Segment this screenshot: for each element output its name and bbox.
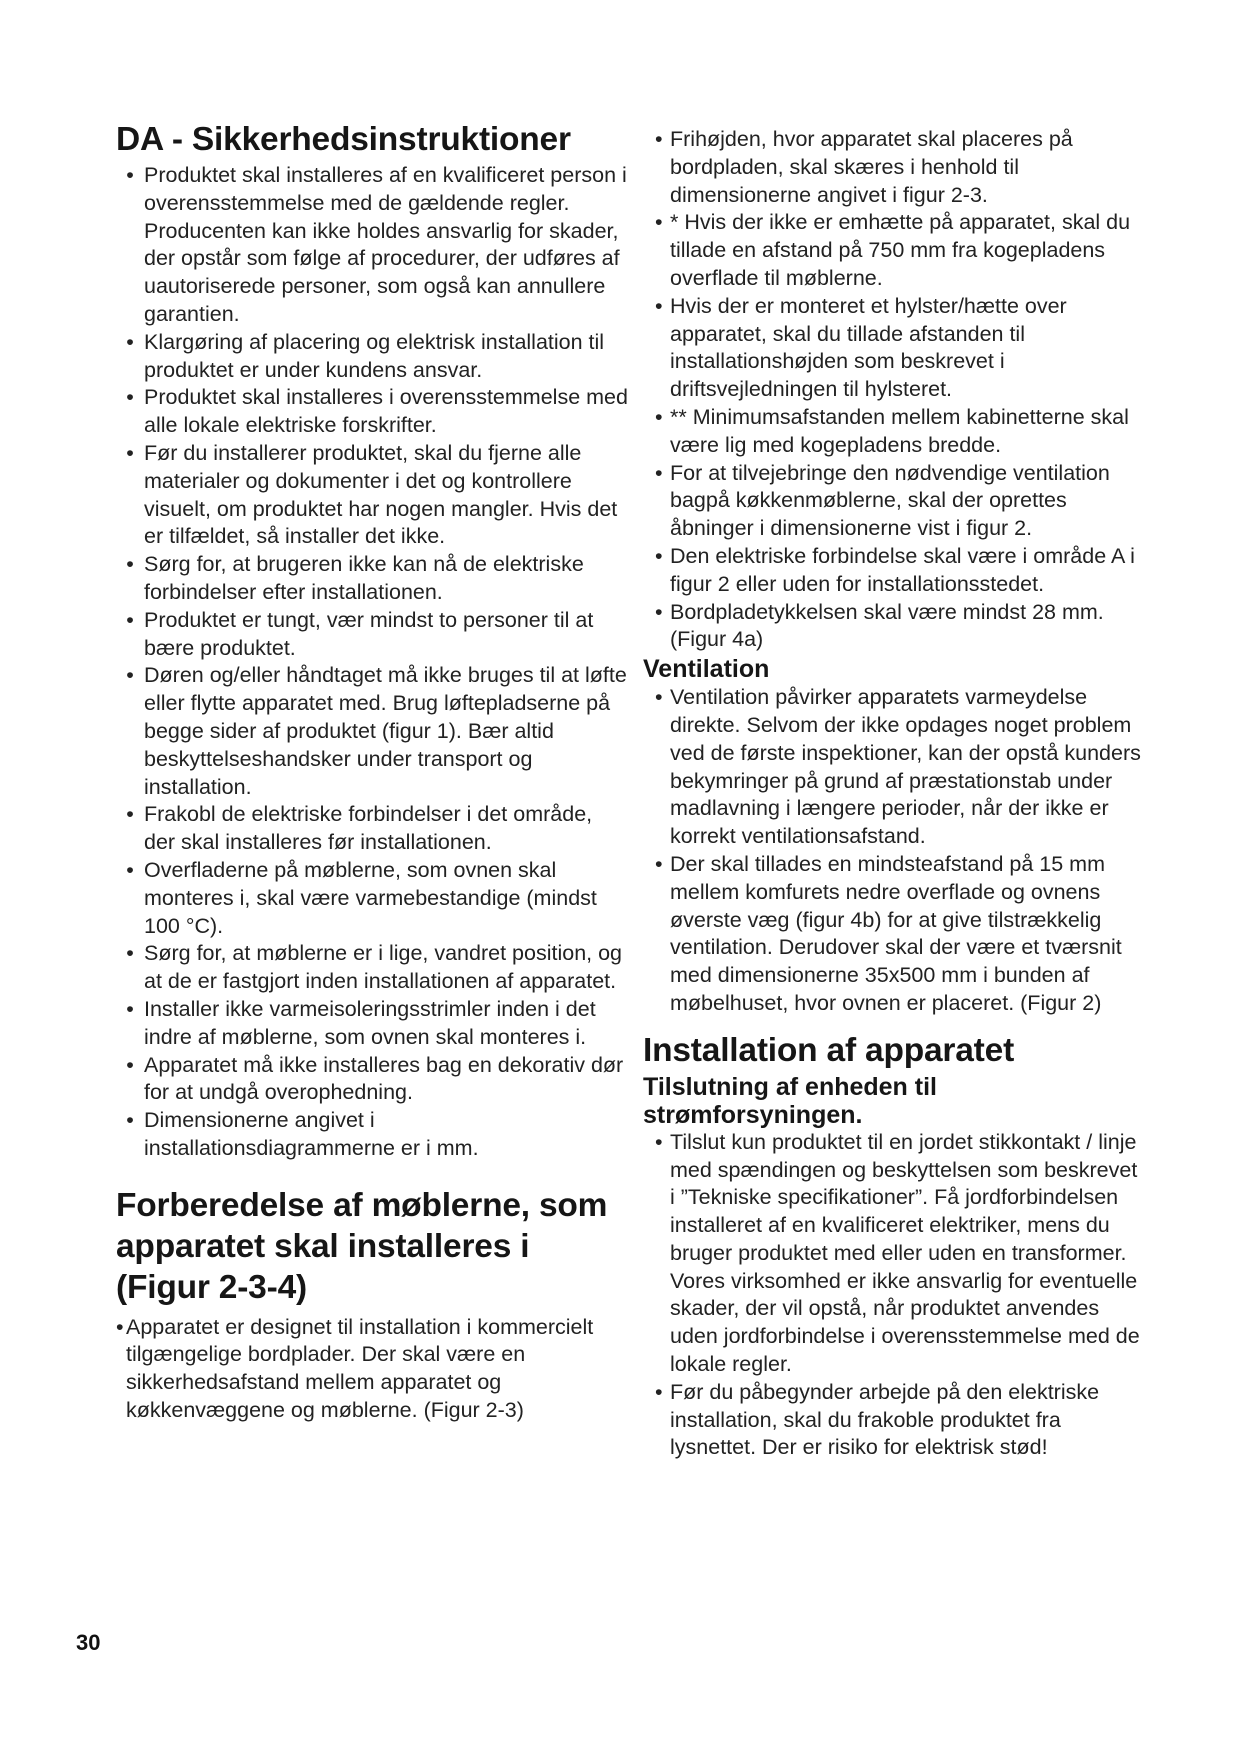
list-item	[116, 440, 628, 551]
ventilation-list	[643, 684, 1148, 1018]
list-item	[116, 801, 628, 857]
bullet-icon: •	[126, 329, 134, 354]
list-item	[116, 1107, 628, 1163]
bullet-icon: •	[126, 440, 134, 465]
bullet-icon: •	[655, 685, 663, 710]
safety-title: DA - Sikkerhedsinstruktioner	[116, 121, 571, 158]
bullet-icon: •	[116, 1314, 124, 1339]
list-item-text: Sørg for, at møblerne er i lige, vandret position, og at de er fastgjort inden installationen af apparatet.	[144, 941, 623, 994]
list-item-text: Bordpladetykkelsen skal være mindst 28 mm. (Figur 4a)	[670, 599, 1104, 652]
bullet-icon: •	[126, 941, 134, 966]
list-item	[116, 940, 628, 996]
bullet-icon: •	[126, 385, 134, 410]
bullet-icon: •	[126, 857, 134, 882]
list-item-text: For at tilvejebringe den nødvendige ventilation bagpå køkkenmøblerne, skal der oprettes åbninger i dimensionerne vist i figur 2.	[670, 460, 1110, 541]
bullet-icon: •	[655, 127, 663, 151]
list-item-text: Der skal tillades en mindsteafstand på 15 mm mellem komfurets nedre overflade og ovnens øverste væg (figur 4b) for at give tilstrækkelig ventilation. Derudover skal der være et tværsnit med dimensionerne 35x500 mm i bunden af møbelhuset, hvor ovnen er placeret. (Figur 2)	[670, 851, 1122, 1015]
bullet-icon: •	[655, 293, 663, 318]
power-list	[643, 1129, 1148, 1463]
list-item	[643, 684, 1148, 851]
bullet-icon: •	[126, 663, 134, 688]
list-item-text: Den elektriske forbindelse skal være i område A i figur 2 eller uden for installationsstedet.	[670, 543, 1135, 596]
list-item-text: Produktet er tungt, vær mindst to personer til at bære produktet.	[144, 607, 594, 660]
ventilation-title: Ventilation	[643, 655, 770, 684]
list-item-text: Frihøjden, hvor apparatet skal placeres på bordpladen, skal skæres i henhold til dimensionerne angivet i figur 2-3.	[670, 127, 1073, 207]
safety-list	[116, 162, 628, 1163]
list-item-text: Ventilation påvirker apparatets varmeydelse direkte. Selvom der ikke opdages noget problem ved de første inspektioner, kan der opstå kunders bekymringer på grund af præstationstab under madlavning i længere perioder, når der ikke er korrekt ventilationsafstand.	[670, 685, 1141, 849]
list-item-text: ** Minimumsafstanden mellem kabinetterne skal være lig med kogepladens bredde.	[670, 404, 1129, 457]
list-item-text: Produktet skal installeres af en kvalificeret person i overensstemmelse med de gældende regler. Producenten kan ikke holdes ansvarlig for skader, der opstår som følge af procedurer, der udføres af uautoriserede personer, som også kan annullere garantien.	[144, 163, 627, 326]
list-item	[116, 1314, 628, 1425]
list-item-text: * Hvis der ikke er emhætte på apparatet, skal du tillade en afstand på 750 mm fra kogepladens overflade til møblerne.	[670, 210, 1131, 290]
page-number: 30	[76, 1630, 101, 1655]
bullet-icon: •	[655, 851, 663, 876]
bullet-icon: •	[655, 599, 663, 624]
left-column	[116, 121, 628, 1425]
bullet-icon: •	[126, 1052, 134, 1077]
list-item	[116, 551, 628, 607]
list-item-text: Installer ikke varmeisoleringsstrimler inden i det indre af møblerne, som ovnen skal monteres i.	[144, 996, 596, 1049]
furniture-list	[116, 1314, 628, 1425]
bullet-icon: •	[655, 460, 663, 485]
list-item	[116, 1052, 628, 1108]
list-item	[643, 543, 1148, 599]
list-item	[643, 126, 1148, 209]
list-item-text: Frakobl de elektriske forbindelser i det område, der skal installeres før installationen.	[144, 802, 593, 855]
right-column	[643, 126, 1148, 1462]
list-item	[116, 162, 628, 329]
list-item-text: Produktet skal installeres i overensstemmelse med alle lokale elektriske forskrifter.	[144, 385, 628, 438]
list-item	[116, 662, 628, 801]
bullet-icon: •	[126, 552, 134, 577]
bullet-icon: •	[655, 543, 663, 568]
list-item	[643, 460, 1148, 543]
list-item	[643, 1379, 1148, 1462]
list-item-text: Hvis der er monteret et hylster/hætte over apparatet, skal du tillade afstanden til installationshøjden som beskrevet i driftsvejledningen til hylsteret.	[670, 293, 1067, 402]
list-item	[116, 607, 628, 663]
list-item	[116, 329, 628, 385]
list-item-text: Overfladerne på møblerne, som ovnen skal monteres i, skal være varmebestandige (mindst 100 °C).	[144, 857, 597, 938]
list-item	[643, 404, 1148, 460]
bullet-icon: •	[655, 404, 663, 429]
bullet-icon: •	[126, 802, 134, 827]
bullet-icon: •	[126, 996, 134, 1021]
power-title: Tilslutning af enheden til strømforsyningen.	[643, 1072, 937, 1129]
furniture-list-continued	[643, 126, 1148, 654]
installation-title: Installation af apparatet	[643, 1031, 1015, 1069]
bullet-icon: •	[655, 1129, 663, 1154]
list-item-text: Før du påbegynder arbejde på den elektriske installation, skal du frakoble produktet fra lysnettet. Der er risiko for elektrisk stød!	[670, 1379, 1100, 1460]
list-item	[116, 857, 628, 940]
list-item	[116, 996, 628, 1052]
bullet-icon: •	[126, 163, 134, 187]
list-item	[643, 851, 1148, 1018]
list-item-text: Klargøring af placering og elektrisk installation til produktet er under kundens ansvar.	[144, 329, 605, 382]
list-item	[643, 599, 1148, 655]
bullet-icon: •	[126, 607, 134, 632]
furniture-title: Forberedelse af møblerne, som apparatet skal installeres i (Figur 2-3-4)	[116, 1186, 608, 1306]
list-item-text: Dimensionerne angivet i installationsdiagrammerne er i mm.	[144, 1108, 479, 1160]
list-item-text: Tilslut kun produktet til en jordet stikkontakt / linje med spændingen og beskyttelsen som beskrevet i ”Tekniske specifikationer”. Få jordforbindelsen installeret af en kvalificeret elektriker, mens du bruger produktet med eller uden en transformer. Vores virksomhed er ikke ansvarlig for eventuelle skader, der vil opstå, når produktet anvendes uden jordforbindelse i overensstemmelse med de lokale regler.	[670, 1129, 1140, 1377]
list-item-text: Sørg for, at brugeren ikke kan nå de elektriske forbindelser efter installationen.	[144, 552, 584, 604]
list-item	[643, 1129, 1148, 1379]
bullet-icon: •	[655, 1379, 663, 1404]
list-item-text: Apparatet er designet til installation i kommercielt tilgængelige bordplader. Der skal være en sikkerhedsafstand mellem apparatet og køkkenvæggene og møblerne. (Figur 2-3)	[126, 1314, 594, 1423]
list-item-text: Før du installerer produktet, skal du fjerne alle materialer og dokumenter i det og kontrollere visuelt, om produktet har nogen mangler. Hvis det er tilfældet, så installer det ikke.	[144, 440, 618, 549]
list-item-text: Apparatet må ikke installeres bag en dekorativ dør for at undgå overophedning.	[144, 1052, 624, 1105]
bullet-icon: •	[655, 210, 663, 235]
list-item	[643, 293, 1148, 404]
list-item	[116, 384, 628, 440]
list-item-text: Døren og/eller håndtaget må ikke bruges til at løfte eller flytte apparatet med. Brug løftepladserne på begge sider af produktet (figur 1). Bær altid beskyttelseshandsker under transport og installation.	[144, 663, 627, 799]
list-item	[643, 209, 1148, 292]
bullet-icon: •	[126, 1108, 134, 1133]
